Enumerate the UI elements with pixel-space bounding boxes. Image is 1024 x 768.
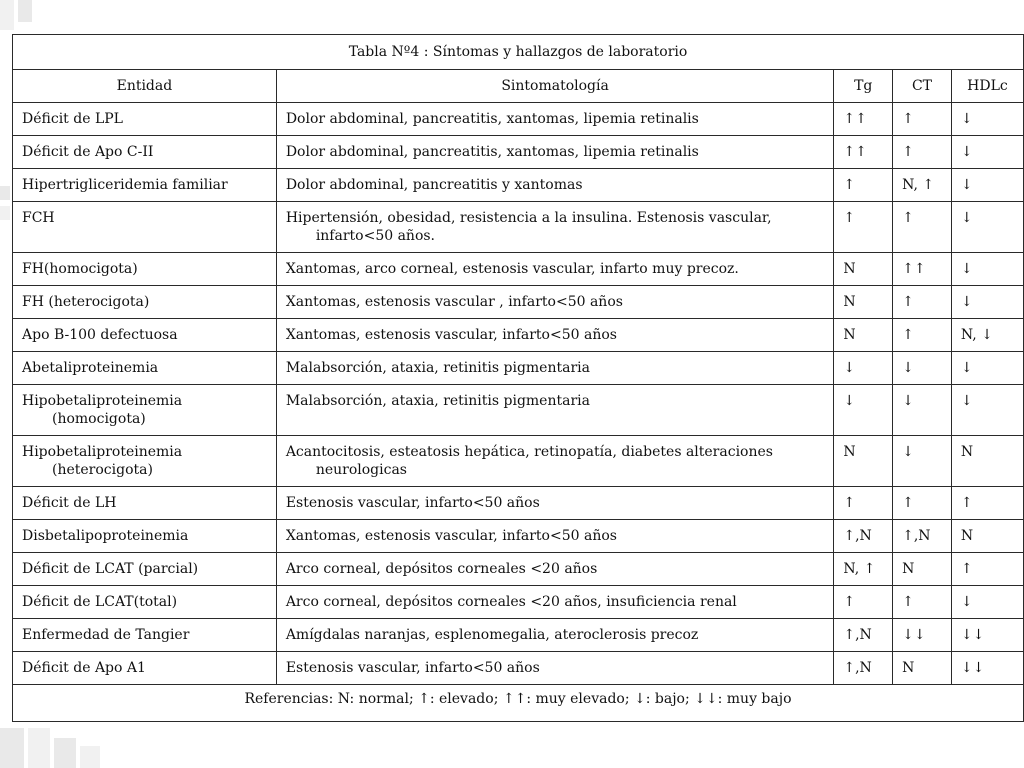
cell-hdlc: ↓	[951, 253, 1023, 286]
entidad-line: FH(homocigota)	[22, 261, 138, 277]
sintomatologia-line: Arco corneal, depósitos corneales <20 años	[285, 561, 598, 577]
entidad-line: Déficit de LPL	[22, 111, 123, 127]
table-row	[13, 619, 1024, 652]
table-row	[13, 520, 1024, 553]
cell-entidad	[13, 619, 277, 652]
cell-entidad	[13, 103, 277, 136]
cell-entidad	[13, 652, 277, 685]
table-row	[13, 286, 1024, 319]
sintomatologia-line: Dolor abdominal, pancreatitis, xantomas, lipemia retinalis	[285, 111, 699, 127]
table-row	[13, 385, 1024, 436]
sintomatologia-line: Xantomas, estenosis vascular, infarto<50 años	[285, 327, 617, 343]
table-row	[13, 136, 1024, 169]
table-row	[13, 586, 1024, 619]
lipid-disorders-table	[12, 34, 1024, 722]
entidad-line: Disbetalipoproteinemia	[22, 528, 189, 544]
sintomatologia-line: Dolor abdominal, pancreatitis y xantomas	[285, 177, 583, 193]
cell-ct: ↓	[893, 352, 952, 385]
cell-tg: ↑	[834, 586, 893, 619]
cell-entidad	[13, 436, 277, 487]
cell-sintomatologia	[276, 619, 834, 652]
cell-tg: N	[834, 319, 893, 352]
cell-hdlc: ↑	[951, 553, 1023, 586]
cell-sintomatologia	[276, 352, 834, 385]
table-references: Referencias: N: normal; ↑: elevado; ↑↑: muy elevado; ↓: bajo; ↓↓: muy bajo	[13, 685, 1024, 722]
sintomatologia-line: Arco corneal, depósitos corneales <20 años, insuficiencia renal	[285, 594, 737, 610]
cell-sintomatologia	[276, 487, 834, 520]
cell-hdlc: ↓	[951, 169, 1023, 202]
cell-hdlc: N	[951, 436, 1023, 487]
entidad-line: Déficit de LH	[22, 495, 117, 511]
sintomatologia-line: Hipertensión, obesidad, resistencia a la insulina. Estenosis vascular,	[285, 210, 772, 226]
cell-entidad	[13, 520, 277, 553]
header-tg: Tg	[834, 70, 893, 103]
cell-sintomatologia	[276, 136, 834, 169]
cell-entidad	[13, 385, 277, 436]
cell-entidad	[13, 169, 277, 202]
table-title: Tabla Nº4 : Síntomas y hallazgos de laboratorio	[13, 35, 1024, 70]
entidad-line: FH (heterocigota)	[22, 294, 150, 310]
cell-sintomatologia	[276, 319, 834, 352]
cell-ct: ↓↓	[893, 619, 952, 652]
cell-tg: ↓	[834, 385, 893, 436]
entidad-line: Hipobetaliproteinemia	[22, 393, 183, 409]
entidad-line: Déficit de Apo A1	[22, 660, 146, 676]
cell-sintomatologia	[276, 385, 834, 436]
cell-sintomatologia	[276, 103, 834, 136]
cell-hdlc: ↓↓	[951, 652, 1023, 685]
cell-entidad	[13, 586, 277, 619]
sintomatologia-line: Xantomas, estenosis vascular , infarto<50 años	[285, 294, 623, 310]
entidad-line: Abetaliproteinemia	[22, 360, 159, 376]
cell-entidad	[13, 136, 277, 169]
cell-sintomatologia	[276, 286, 834, 319]
table-row	[13, 652, 1024, 685]
table-row	[13, 352, 1024, 385]
cell-tg: ↓	[834, 352, 893, 385]
sintomatologia-line: Xantomas, estenosis vascular, infarto<50 años	[285, 528, 617, 544]
entidad-line: Hipertrigliceridemia familiar	[22, 177, 228, 193]
cell-entidad	[13, 202, 277, 253]
cell-ct: ↓	[893, 436, 952, 487]
entidad-line: (heterocigota)	[52, 462, 153, 478]
cell-hdlc: ↓	[951, 385, 1023, 436]
entidad-line: Hipobetaliproteinemia	[22, 444, 183, 460]
cell-ct: ↑	[893, 286, 952, 319]
cell-sintomatologia	[276, 652, 834, 685]
header-sintomatologia: Sintomatología	[276, 70, 834, 103]
table-header-row	[13, 70, 1024, 103]
header-entidad: Entidad	[13, 70, 277, 103]
cell-hdlc: ↓	[951, 136, 1023, 169]
cell-entidad	[13, 286, 277, 319]
cell-sintomatologia	[276, 253, 834, 286]
table-row	[13, 202, 1024, 253]
cell-ct: N, ↑	[893, 169, 952, 202]
cell-ct: ↑↑	[893, 253, 952, 286]
cell-entidad	[13, 487, 277, 520]
cell-tg: ↑↑	[834, 103, 893, 136]
entidad-line: Déficit de LCAT (parcial)	[22, 561, 199, 577]
cell-ct: ↑	[893, 202, 952, 253]
cell-tg: N	[834, 286, 893, 319]
cell-tg: N	[834, 253, 893, 286]
cell-ct: ↑	[893, 487, 952, 520]
cell-tg: N, ↑	[834, 553, 893, 586]
cell-ct: ↓	[893, 385, 952, 436]
cell-entidad	[13, 253, 277, 286]
cell-hdlc: ↓	[951, 103, 1023, 136]
cell-hdlc: ↓	[951, 352, 1023, 385]
table-row	[13, 487, 1024, 520]
cell-tg: ↑↑	[834, 136, 893, 169]
table-footer-row	[13, 685, 1024, 722]
sintomatologia-line: Estenosis vascular, infarto<50 años	[285, 495, 540, 511]
cell-tg: ↑	[834, 487, 893, 520]
cell-sintomatologia	[276, 586, 834, 619]
entidad-line: Déficit de Apo C-II	[22, 144, 154, 160]
cell-hdlc: ↓	[951, 586, 1023, 619]
entidad-line: FCH	[22, 210, 55, 226]
sintomatologia-line: Xantomas, arco corneal, estenosis vascular, infarto muy precoz.	[285, 261, 739, 277]
sintomatologia-line: Malabsorción, ataxia, retinitis pigmentaria	[285, 360, 590, 376]
table-row	[13, 553, 1024, 586]
table-title-row	[13, 35, 1024, 70]
cell-ct: N	[893, 652, 952, 685]
cell-tg: ↑	[834, 202, 893, 253]
table-row	[13, 169, 1024, 202]
cell-hdlc: N	[951, 520, 1023, 553]
cell-ct: N	[893, 553, 952, 586]
table-row	[13, 436, 1024, 487]
entidad-line: Apo B-100 defectuosa	[22, 327, 178, 343]
cell-sintomatologia	[276, 520, 834, 553]
cell-tg: N	[834, 436, 893, 487]
cell-hdlc: ↑	[951, 487, 1023, 520]
lipid-disorders-table-container	[12, 34, 1024, 722]
cell-hdlc: ↓	[951, 202, 1023, 253]
cell-tg: ↑,N	[834, 520, 893, 553]
cell-tg: ↑,N	[834, 619, 893, 652]
cell-ct: ↑	[893, 136, 952, 169]
cell-entidad	[13, 553, 277, 586]
cell-tg: ↑	[834, 169, 893, 202]
sintomatologia-line: Dolor abdominal, pancreatitis, xantomas, lipemia retinalis	[285, 144, 699, 160]
table-body	[13, 103, 1024, 685]
cell-sintomatologia	[276, 169, 834, 202]
sintomatologia-line: Estenosis vascular, infarto<50 años	[285, 660, 540, 676]
cell-sintomatologia	[276, 436, 834, 487]
sintomatologia-line: infarto<50 años.	[315, 228, 436, 244]
cell-hdlc: ↓	[951, 286, 1023, 319]
header-hdlc: HDLc	[951, 70, 1023, 103]
cell-ct: ↑	[893, 319, 952, 352]
entidad-line: (homocigota)	[52, 411, 146, 427]
cell-ct: ↑	[893, 586, 952, 619]
cell-hdlc: N, ↓	[951, 319, 1023, 352]
table-row	[13, 319, 1024, 352]
header-ct: CT	[893, 70, 952, 103]
entidad-line: Déficit de LCAT(total)	[22, 594, 178, 610]
entidad-line: Enfermedad de Tangier	[22, 627, 190, 643]
sintomatologia-line: Amígdalas naranjas, esplenomegalia, ateroclerosis precoz	[285, 627, 699, 643]
cell-ct: ↑	[893, 103, 952, 136]
cell-entidad	[13, 319, 277, 352]
table-row	[13, 103, 1024, 136]
cell-tg: ↑,N	[834, 652, 893, 685]
cell-ct: ↑,N	[893, 520, 952, 553]
sintomatologia-line: Malabsorción, ataxia, retinitis pigmentaria	[285, 393, 590, 409]
sintomatologia-line: neurologicas	[315, 462, 407, 478]
sintomatologia-line: Acantocitosis, esteatosis hepática, retinopatía, diabetes alteraciones	[285, 444, 773, 460]
table-row	[13, 253, 1024, 286]
cell-hdlc: ↓↓	[951, 619, 1023, 652]
cell-sintomatologia	[276, 553, 834, 586]
cell-entidad	[13, 352, 277, 385]
cell-sintomatologia	[276, 202, 834, 253]
